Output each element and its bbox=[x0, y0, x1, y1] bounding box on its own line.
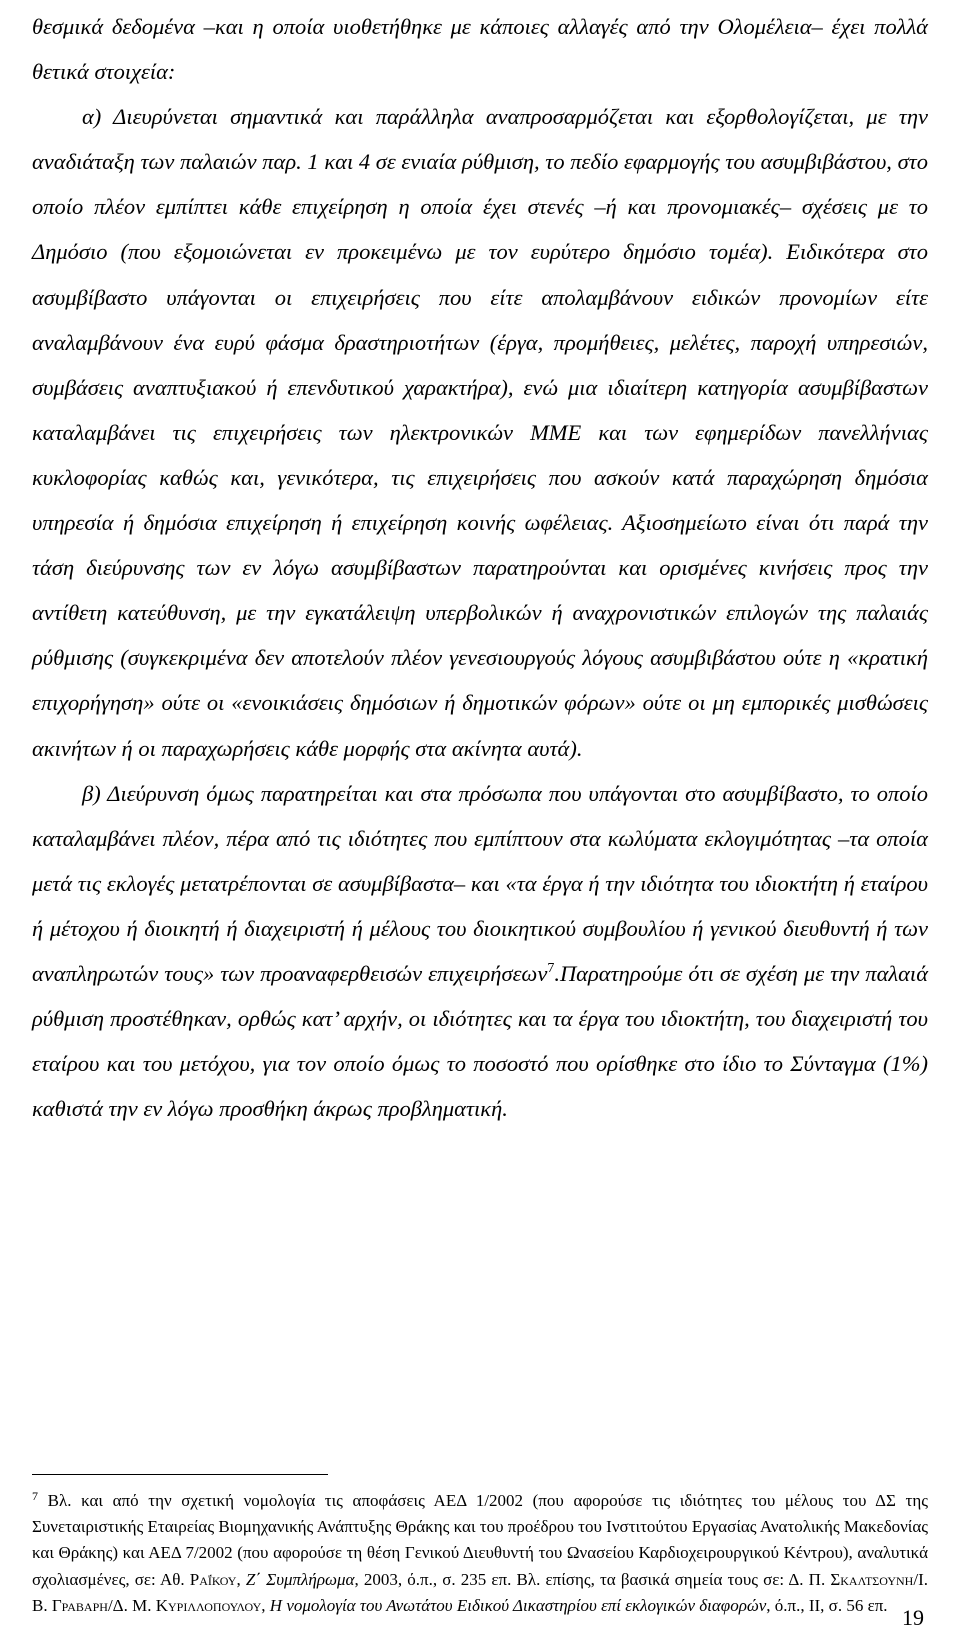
footnote-number: 7 bbox=[32, 1489, 38, 1503]
paragraph-a: α) Διευρύνεται σημαντικά και παράλληλα αναπροσαρμόζεται και εξορθολογίζεται, με την αναδιάταξη των παλαιών παρ. 1 και 4 σε ενιαία ρύθμιση, το πεδίο εφαρμογής του ασυμβιβάστου, στο οποίο πλέον εμπίπτει κάθε επιχείρηση η οποία έχει στενές –ή και προνομιακές– σχέσεις με το Δημόσιο (που εξομοιώνεται εν προκειμένω με τον ευρύτερο δημόσιο τομέα). Ειδικότερα στο ασυμβίβαστο υπάγονται οι επιχειρήσεις που είτε απολαμβάνουν ειδικών προνομίων είτε αναλαμβάνουν ένα ευρύ φάσμα δραστηριοτήτων (έργα, προμήθειες, μελέτες, παροχή υπηρεσιών, συμβάσεις αναπτυξιακού ή επενδυτικού χαρακτήρα), ενώ μια ιδιαίτερη κατηγορία ασυμβίβαστων καταλαμβάνει τις επιχειρήσεις των ηλεκτρονικών ΜΜΕ και των εφημερίδων πανελλήνιας κυκλοφορίας καθώς και, γενικότερα, τις επιχειρήσεις που ασκούν κατά παραχώρηση δημόσια υπηρεσία ή δημόσια επιχείρηση ή επιχείρηση κοινής ωφέλειας. Αξιοσημείωτο είναι ότι παρά την τάση διεύρυνσης των εν λόγω ασυμβίβαστων παρατηρούνται και ορισμένες κινήσεις προς την αντίθετη κατεύθυνση, με την εγκατάλειψη υπερβολικών ή αναχρονιστικών επιλογών της παλαιάς ρύθμισης (συγκεκριμένα δεν αποτελούν πλέον γενεσιουργούς λόγους ασυμβιβάστου ούτε η «κρατική επιχορήγηση» ούτε οι «ενοικιάσεις δημόσιων ή δημοτικών φόρων» ούτε οι μη εμπορικές μισθώσεις ακινήτων ή οι παραχωρήσεις κάθε μορφής στα ακίνητα αυτά). bbox=[32, 104, 928, 761]
footnote-separator bbox=[32, 1474, 328, 1475]
footnote-work-1: Ζ΄ Συμπλήρωμα bbox=[245, 1569, 355, 1589]
footnote bbox=[32, 1488, 928, 1619]
footnote-author-4: Κυριλλοπουλου bbox=[155, 1595, 262, 1615]
footnote-author-1: Ραΐκου bbox=[189, 1569, 237, 1589]
paragraph-b-text-start: β) Διεύρυνση όμως παρατηρείται και στα πρόσωπα που υπάγονται στο ασυμβίβαστο, το οποίο καταλαμβάνει πλέον, πέρα από τις ιδιότητες που εμπίπτουν στα κωλύματα εκλογιμότητας –τα οποία μετά τις εκλογές μετατρέπονται σε ασυμβίβαστα– και «τα έργα ή την ιδιότητα του ιδιοκτήτη ή εταίρου ή μέτοχου ή διοικητή ή διαχειριστή ή μέλους του διοικητικού συμβουλίου ή γενικού διευθυντή ή των αναπληρωτών τους» των προαναφερθεισών επιχειρήσεων bbox=[32, 780, 928, 986]
footnote-work-2: Η νομολογία του Ανωτάτου Ειδικού Δικαστηρίου επί εκλογικών διαφορών bbox=[269, 1595, 767, 1615]
paragraph-b-text-end: .Παρατηρούμε ότι σε σχέση με την παλαιά ρύθμιση προστέθηκαν, ορθώς κατ’ αρχήν, οι ιδιότητες και τα έργα του ιδιοκτήτη, του διαχειριστή του εταίρου και του μετόχου, για τον οποίο όμως το ποσοστό που ορίσθηκε στο ίδιο το Σύνταγμα (1%) καθιστά την εν λόγω προσθήκη άκρως προβληματική. bbox=[32, 960, 928, 1122]
footnote-author-3: Γραβαρη bbox=[51, 1595, 108, 1615]
footnote-text-5: /Δ. Μ. bbox=[107, 1595, 156, 1615]
page-number: 19 bbox=[902, 1605, 924, 1630]
main-text bbox=[32, 4, 928, 1131]
footnote-text-6: , bbox=[261, 1595, 270, 1615]
footnote-reference[interactable]: 7 bbox=[547, 960, 555, 976]
footnote-text-2: , bbox=[236, 1569, 246, 1589]
footnote-text-7: , ό.π., ΙΙ, σ. 56 επ. bbox=[766, 1595, 888, 1615]
paragraph-continuation: θεσμικά δεδομένα –και η οποία υιοθετήθηκε με κάποιες αλλαγές από την Ολομέλεια– έχει πολλά θετικά στοιχεία: bbox=[32, 14, 928, 85]
paragraph-b bbox=[32, 771, 928, 1132]
footnote-text-4: /Ι. Β. bbox=[32, 1569, 928, 1615]
footnote-text-1: Βλ. και από την σχετική νομολογία τις αποφάσεις ΑΕΔ 1/2002 (που αφορούσε τις ιδιότητες του μέλους του ΔΣ της Συνεταιριστικής Εταιρείας Βιομηχανικής Ανάπτυξης Θράκης και του προέδρου του Ινστιτούτου Εργασίας Ανατολικής Μακεδονίας και Θράκης) και ΑΕΔ 7/2002 (που αφορούσε τη θέση Γενικού Διευθυντή του Ωνασείου Καρδιοχειρουργικού Κέντρου), αναλυτικά σχολιασμένες, σε: Αθ. bbox=[32, 1491, 928, 1589]
footnote-author-2: Σκαλτσουνη bbox=[830, 1569, 914, 1589]
footnote-text-3: , 2003, ό.π., σ. 235 επ. Βλ. επίσης, τα βασικά σημεία τους σε: Δ. Π. bbox=[354, 1569, 831, 1589]
